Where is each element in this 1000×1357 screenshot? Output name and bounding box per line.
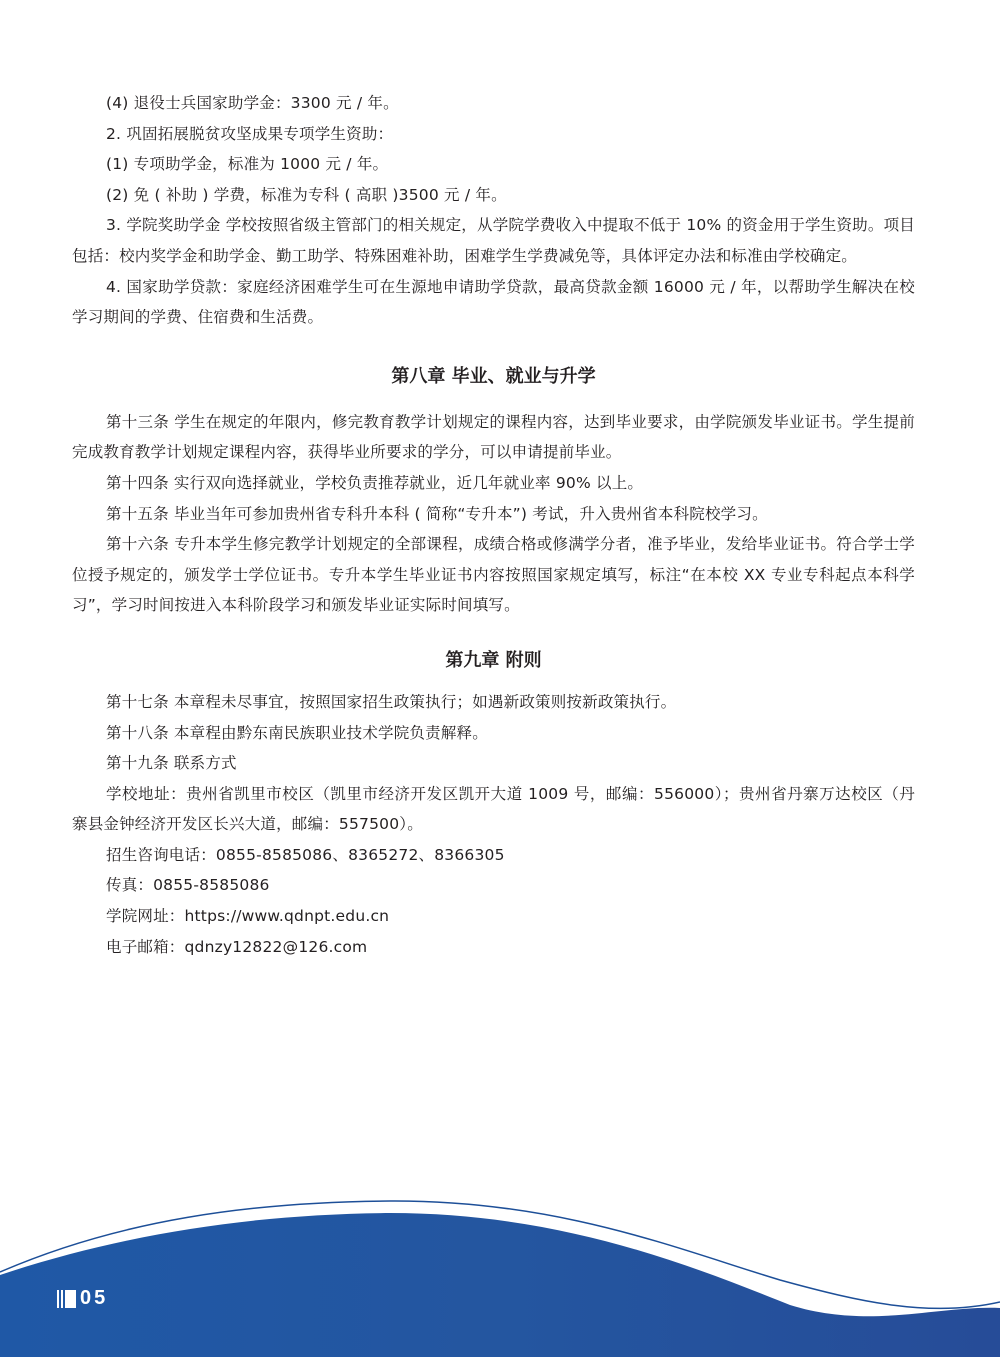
paragraph: 第十五条 毕业当年可参加贵州省专科升本科 ( 简称“专升本”) 考试，升入贵州省本科院校学习。 xyxy=(106,504,768,523)
chapter-9-heading: 第九章 附则 xyxy=(445,649,542,671)
paragraph: 第十三条 学生在规定的年限内，修完教育教学计划规定的课程内容，达到毕业要求，由学院颁发毕业证书。学生提前完成教育教学计划规定课程内容，获得毕业所要求的学分，可以申请提前毕业。 xyxy=(72,412,915,462)
document-body xyxy=(72,88,915,962)
paragraph: 4. 国家助学贷款：家庭经济困难学生可在生源地申请助学贷款，最高贷款金额 16000 元 / 年，以帮助学生解决在校学习期间的学费、住宿费和生活费。 xyxy=(72,277,915,327)
contact-address: 学校地址：贵州省凯里市校区（凯里市经济开发区凯开大道 1009 号，邮编：556000）；贵州省丹寨万达校区（丹寨县金钟经济开发区长兴大道，邮编：557500）。 xyxy=(72,784,915,834)
paragraph: (4) 退役士兵国家助学金：3300 元 / 年。 xyxy=(106,94,399,112)
page-number xyxy=(57,1287,108,1310)
contact-phone: 招生咨询电话：0855-8585086、8365272、8366305 xyxy=(106,845,505,864)
paragraph: 第十六条 专升本学生修完教学计划规定的全部课程，成绩合格或修满学分者，准予毕业，发给毕业证书。符合学士学位授予规定的，颁发学士学位证书。专升本学生毕业证书内容按照国家规定填写，标注“在本校 XX 专业专科起点本科学习”，学习时间按进入本科阶段学习和颁发毕业证实际时间填写。 xyxy=(72,535,915,615)
page-marker-icon xyxy=(57,1290,76,1308)
paragraph: (1) 专项助学金，标准为 1000 元 / 年。 xyxy=(106,155,389,174)
paragraph: 第十七条 本章程未尽事宜，按照国家招生政策执行；如遇新政策则按新政策执行。 xyxy=(106,692,677,711)
paragraph: 第十八条 本章程由黔东南民族职业技术学院负责解释。 xyxy=(106,723,488,742)
contact-fax: 传真：0855-8585086 xyxy=(106,876,270,895)
paragraph: 2. 巩固拓展脱贫攻坚成果专项学生资助： xyxy=(106,124,394,143)
paragraph: (2) 免 ( 补助 ) 学费，标准为专科 ( 高职 )3500 元 / 年。 xyxy=(106,185,507,204)
footer-wave-decoration xyxy=(0,1180,1000,1357)
contact-email: 电子邮箱：qdnzy12822@126.com xyxy=(106,937,368,956)
paragraph: 第十九条 联系方式 xyxy=(106,754,237,773)
section-chapter-9 xyxy=(72,687,915,962)
section-chapter-8 xyxy=(72,407,915,621)
page-number-text: 05 xyxy=(80,1287,109,1309)
paragraph: 第十四条 实行双向选择就业，学校负责推荐就业，近几年就业率 90% 以上。 xyxy=(106,473,644,492)
paragraph: 3. 学院奖助学金 学校按照省级主管部门的相关规定，从学院学费收入中提取不低于 10% 的资金用于学生资助。项目包括：校内奖学金和助学金、勤工助学、特殊困难补助，困难学生学费减免等，具体评定办法和标准由学校确定。 xyxy=(72,216,915,265)
contact-website: 学院网址：https://www.qdnpt.edu.cn xyxy=(106,907,390,926)
section-aid xyxy=(72,88,915,333)
chapter-8-heading: 第八章 毕业、就业与升学 xyxy=(391,365,596,387)
